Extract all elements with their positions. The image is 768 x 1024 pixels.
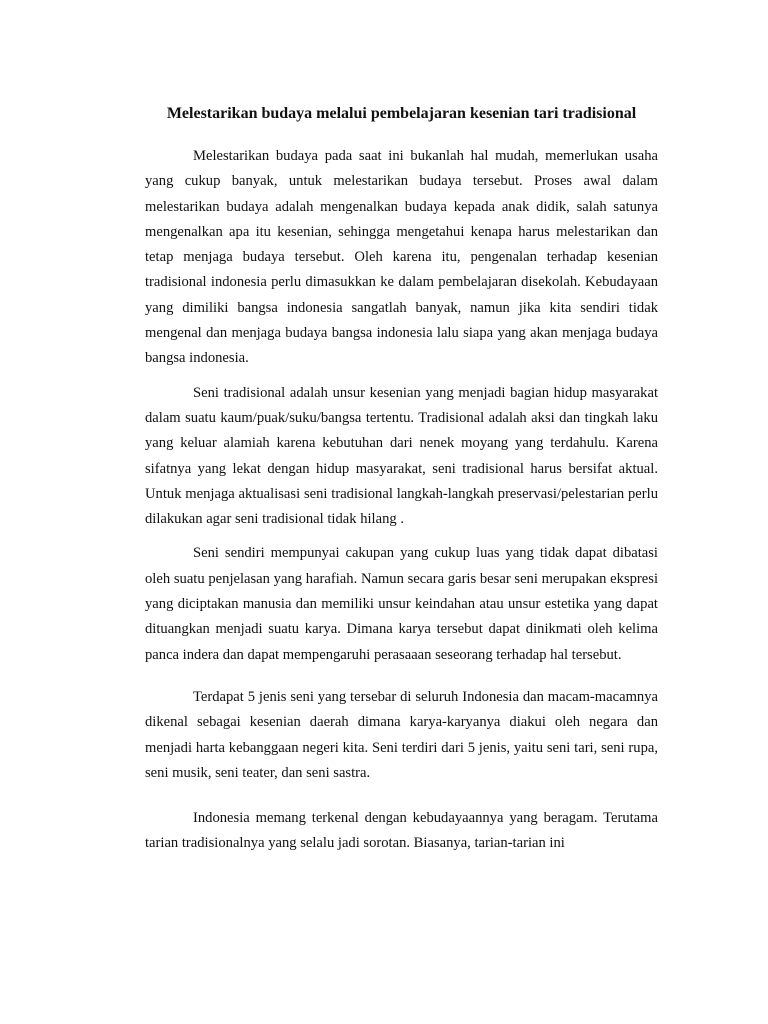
paragraph-1: Melestarikan budaya pada saat ini bukanlah hal mudah, memerlukan usaha yang cukup banyak, untuk melestarikan budaya tersebut. Proses awal dalam melestarikan budaya adalah mengenalkan budaya kepada anak didik, salah satunya mengenalkan apa itu kesenian, sehingga mengetahui kenapa harus melestarikan dan tetap menjaga budaya tersebut. Oleh karena itu, pengenalan terhadap kesenian tradisional indonesia perlu dimasukkan ke dalam pembelajaran disekolah. Kebudayaan yang dimiliki bangsa indonesia sangatlah banyak, namun jika kita sendiri tidak mengenal dan menjaga budaya bangsa indonesia lalu siapa yang akan menjaga budaya bangsa indonesia. [145,148,658,367]
document-title: Melestarikan budaya melalui pembelajaran kesenian tari tradisional [166,105,637,122]
paragraph-5: Indonesia memang terkenal dengan kebudayaannya yang beragam. Terutama tarian tradisionalnya yang selalu jadi sorotan. Biasanya, tarian-tarian ini [145,810,658,852]
document-body [145,100,658,857]
paragraph-3: Seni sendiri mempunyai cakupan yang cukup luas yang tidak dapat dibatasi oleh suatu penjelasan yang harafiah. Namun secara garis besar seni merupakan ekspresi yang diciptakan manusia dan memiliki unsur keindahan atau unsur estetika yang dapat dituangkan menjadi suatu karya. Dimana karya tersebut dapat dinikmati oleh kelima panca indera dan dapat mempengaruhi perasaaan seseorang terhadap hal tersebut. [145,545,658,663]
paragraph-2: Seni tradisional adalah unsur kesenian yang menjadi bagian hidup masyarakat dalam suatu kaum/puak/suku/bangsa tertentu. Tradisional adalah aksi dan tingkah laku yang keluar alamiah karena kebutuhan dari nenek moyang yang terdahulu. Karena sifatnya yang lekat dengan hidup masyarakat, seni tradisional harus bersifat aktual. Untuk menjaga aktualisasi seni tradisional langkah-langkah preservasi/pelestarian perlu dilakukan agar seni tradisional tidak hilang . [145,384,658,528]
paragraph-4: Terdapat 5 jenis seni yang tersebar di seluruh Indonesia dan macam-macamnya dikenal sebagai kesenian daerah dimana karya-karyanya diakui oleh negara dan menjadi harta kebanggaan negeri kita. Seni terdiri dari 5 jenis, yaitu seni tari, seni rupa, seni musik, seni teater, dan seni sastra. [145,688,658,781]
